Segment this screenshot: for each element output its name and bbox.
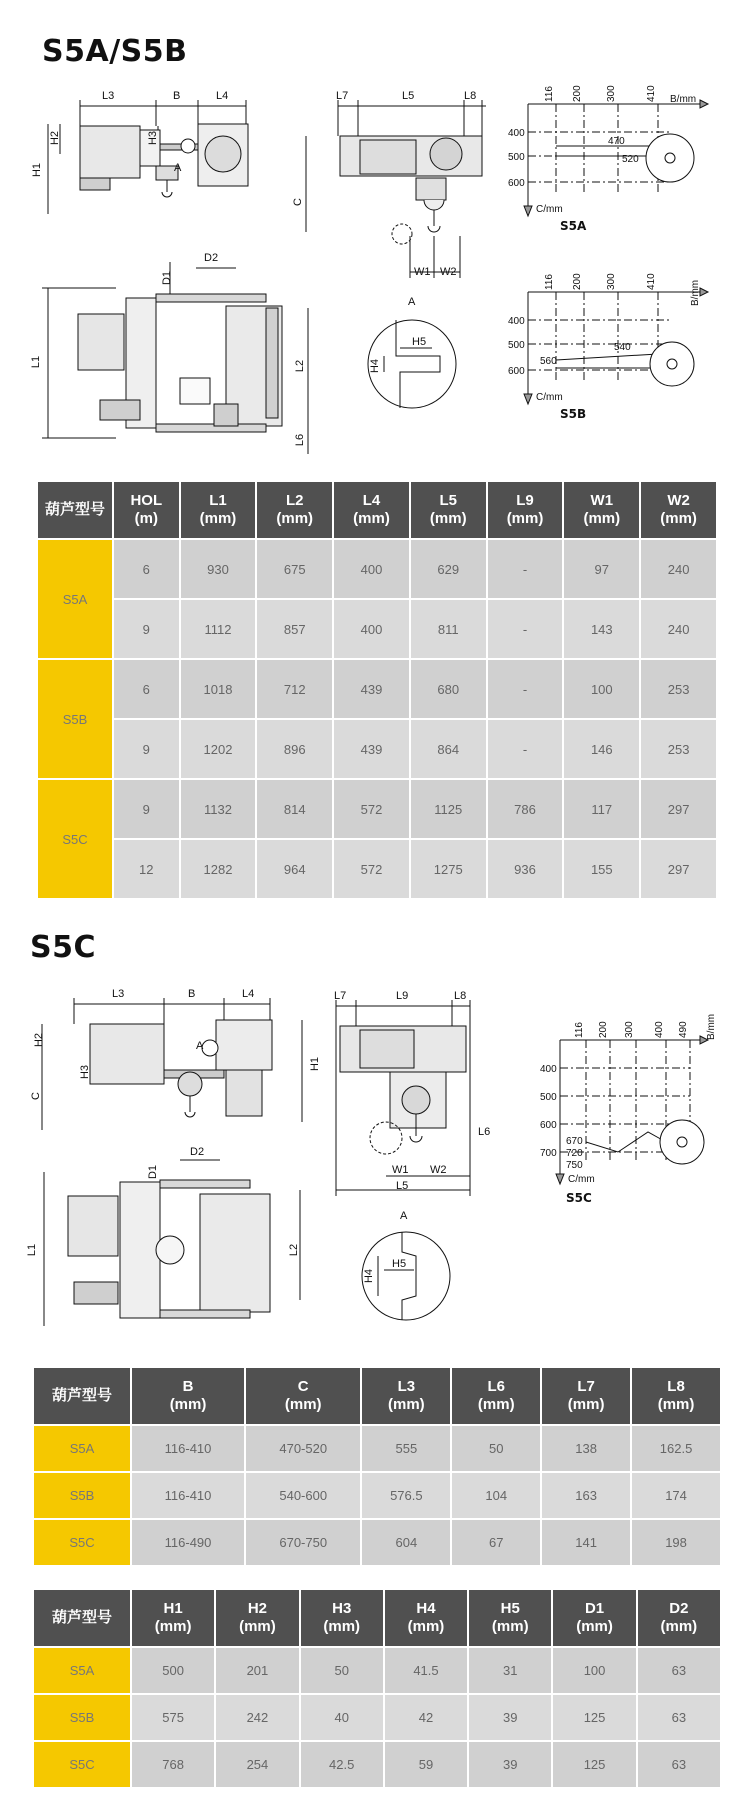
table-cell: 141 <box>542 1520 630 1565</box>
range-chart-s5c <box>510 996 720 1206</box>
s5c-value-670: 670 <box>566 1136 583 1147</box>
table-cell: 629 <box>411 540 486 598</box>
table-cell: 1275 <box>411 840 486 898</box>
t2-header-l7: L7 (mm) <box>542 1368 630 1424</box>
side-label-h3: H3 <box>147 130 160 146</box>
table-cell: 163 <box>542 1473 630 1518</box>
t2-header-b: B (mm) <box>132 1368 244 1424</box>
section-title-s5a-s5b: S5A/S5B <box>42 34 188 69</box>
s5c-top-label-l2: L2 <box>288 1243 301 1257</box>
front-label-l8: L8 <box>464 90 477 102</box>
table-cell: 253 <box>641 660 716 718</box>
s5c-value-750: 750 <box>566 1160 583 1171</box>
table-cell: 572 <box>334 840 409 898</box>
s5c-side-label-h3: H3 <box>79 1064 92 1080</box>
hoist-side-view-drawing <box>31 90 326 232</box>
s5b-value-540: 540 <box>614 342 631 353</box>
table-cell: 117 <box>564 780 639 838</box>
table-row <box>34 1520 720 1565</box>
s5a-xtick-300: 300 <box>606 85 617 102</box>
s5c-detail-a-drawing <box>356 1210 456 1326</box>
s5a-value-520: 520 <box>622 154 639 165</box>
table-cell: 39 <box>469 1695 551 1740</box>
t3-model-s5b: S5B <box>34 1695 130 1740</box>
s5c-ytick-700: 700 <box>540 1148 557 1159</box>
table-cell: 297 <box>641 840 716 898</box>
t3-header-model: 葫芦型号 <box>34 1590 130 1646</box>
table-cell: 97 <box>564 540 639 598</box>
range-chart-s5a <box>508 85 710 240</box>
table-cell: 555 <box>362 1426 450 1471</box>
t1-model-s5c: S5C <box>38 780 112 898</box>
t1-model-s5b: S5B <box>38 660 112 778</box>
t3-header-h2: H2 (mm) <box>216 1590 298 1646</box>
table-cell: 857 <box>257 600 332 658</box>
s5c-top-view-drawing <box>26 1146 310 1330</box>
side-label-b: B <box>173 90 181 102</box>
table-row <box>38 780 716 838</box>
table-cell: 125 <box>553 1695 635 1740</box>
s5c-ytick-500: 500 <box>540 1092 557 1103</box>
s5c-side-label-b: B <box>188 988 196 1000</box>
t3-header-h4: H4 (mm) <box>385 1590 467 1646</box>
front-label-w2: W2 <box>440 266 457 278</box>
table-cell: 253 <box>641 720 716 778</box>
s5b-caption: S5B <box>560 407 587 421</box>
t2-model-s5c: S5C <box>34 1520 130 1565</box>
t1-header-hol: HOL (m) <box>114 482 179 538</box>
t1-header-w1: W1 (mm) <box>564 482 639 538</box>
table-row <box>34 1426 720 1471</box>
s5a-xtick-116: 116 <box>544 86 555 102</box>
t2-model-s5a: S5A <box>34 1426 130 1471</box>
table-cell: 104 <box>452 1473 540 1518</box>
s5c-front-label-w2: W2 <box>430 1164 447 1176</box>
t2-header-l3: L3 (mm) <box>362 1368 450 1424</box>
table-cell: 930 <box>181 540 256 598</box>
table-cell: 146 <box>564 720 639 778</box>
table-cell: 6 <box>114 660 179 718</box>
detail-label-a: A <box>408 296 416 308</box>
table-row <box>38 720 716 778</box>
s5c-value-720: 720 <box>566 1148 583 1159</box>
s5b-ytick-400: 400 <box>508 316 525 327</box>
side-label-l4: L4 <box>216 90 229 102</box>
table-cell: 9 <box>114 720 179 778</box>
table-cell: 198 <box>632 1520 720 1565</box>
table-cell: - <box>488 720 563 778</box>
detail-label-h5: H5 <box>412 336 427 348</box>
s5a-ytick-400: 400 <box>508 128 525 139</box>
s5c-side-label-h1: H1 <box>309 1056 322 1072</box>
table-cell: 9 <box>114 780 179 838</box>
table-cell: 576.5 <box>362 1473 450 1518</box>
s5a-ytick-500: 500 <box>508 152 525 163</box>
s5b-xtick-116: 116 <box>544 274 555 290</box>
t2-header-l6: L6 (mm) <box>452 1368 540 1424</box>
table-cell: 439 <box>334 660 409 718</box>
table-cell: 540-600 <box>246 1473 360 1518</box>
table-cell: 572 <box>334 780 409 838</box>
top-label-l2: L2 <box>294 359 307 373</box>
table-row <box>34 1695 720 1740</box>
s5c-detail-label-h5: H5 <box>392 1258 407 1270</box>
side-label-c: C <box>291 198 304 206</box>
table-cell: 143 <box>564 600 639 658</box>
table-cell: 63 <box>638 1648 720 1693</box>
table-cell: 138 <box>542 1426 630 1471</box>
table-cell: 6 <box>114 540 179 598</box>
s5c-yunit: C/mm <box>568 1174 595 1185</box>
t1-header-l5: L5 (mm) <box>411 482 486 538</box>
s5c-side-label-l4: L4 <box>242 988 255 1000</box>
table-cell: 1112 <box>181 600 256 658</box>
table-cell: 240 <box>641 600 716 658</box>
s5c-front-view-drawing <box>330 990 500 1196</box>
s5c-top-label-d1: D1 <box>147 1164 160 1180</box>
table-cell: 155 <box>564 840 639 898</box>
s5a-xunit: B/mm <box>670 94 697 105</box>
table-cell: 162.5 <box>632 1426 720 1471</box>
t1-header-model: 葫芦型号 <box>38 482 112 538</box>
s5b-ytick-600: 600 <box>508 366 525 377</box>
table-cell: 670-750 <box>246 1520 360 1565</box>
table-cell: 39 <box>469 1742 551 1787</box>
table-cell: 41.5 <box>385 1648 467 1693</box>
table-cell: 254 <box>216 1742 298 1787</box>
top-label-d2: D2 <box>204 252 219 264</box>
table-cell: 31 <box>469 1648 551 1693</box>
table-cell: 786 <box>488 780 563 838</box>
table-cell: 40 <box>301 1695 383 1740</box>
table-cell: 67 <box>452 1520 540 1565</box>
table-cell: 604 <box>362 1520 450 1565</box>
s5a-xtick-200: 200 <box>572 85 583 102</box>
table-row <box>38 840 716 898</box>
t3-header-h1: H1 (mm) <box>132 1590 214 1646</box>
front-label-w1: W1 <box>414 266 431 278</box>
side-label-a: A <box>174 162 182 174</box>
s5c-detail-label-a: A <box>400 1210 408 1222</box>
table-cell: 400 <box>334 600 409 658</box>
s5a-value-470: 470 <box>608 136 625 147</box>
spec-table-bcl <box>32 1366 722 1567</box>
s5a-caption: S5A <box>560 219 587 233</box>
s5c-side-label-a: A <box>196 1040 204 1052</box>
t3-header-h3: H3 (mm) <box>301 1590 383 1646</box>
t1-header-l9: L9 (mm) <box>488 482 563 538</box>
s5b-ytick-500: 500 <box>508 340 525 351</box>
detail-a-drawing <box>362 296 462 412</box>
table-cell: 12 <box>114 840 179 898</box>
table-cell: 1125 <box>411 780 486 838</box>
s5c-xtick-116: 116 <box>574 1022 585 1038</box>
s5b-xtick-410: 410 <box>646 273 657 290</box>
t2-model-s5b: S5B <box>34 1473 130 1518</box>
range-chart-s5b <box>508 273 710 428</box>
table-cell: 936 <box>488 840 563 898</box>
s5c-xtick-400: 400 <box>654 1021 665 1038</box>
table-cell: - <box>488 660 563 718</box>
table-cell: 439 <box>334 720 409 778</box>
table-cell: 240 <box>641 540 716 598</box>
s5c-ytick-600: 600 <box>540 1120 557 1131</box>
s5c-xunit: B/mm <box>706 1013 717 1040</box>
table-cell: 811 <box>411 600 486 658</box>
table-row <box>38 540 716 598</box>
s5c-xtick-200: 200 <box>598 1021 609 1038</box>
s5c-side-view-drawing <box>29 988 322 1140</box>
table-cell: 59 <box>385 1742 467 1787</box>
table-cell: 1018 <box>181 660 256 718</box>
table-cell: 50 <box>452 1426 540 1471</box>
s5a-yunit: C/mm <box>536 204 563 215</box>
t2-header-c: C (mm) <box>246 1368 360 1424</box>
t1-header-l2: L2 (mm) <box>257 482 332 538</box>
t3-model-s5a: S5A <box>34 1648 130 1693</box>
s5c-top-label-d2: D2 <box>190 1146 205 1158</box>
table-row <box>38 600 716 658</box>
table-cell: 500 <box>132 1648 214 1693</box>
s5c-front-label-l9: L9 <box>396 990 409 1002</box>
s5c-front-label-l6: L6 <box>478 1126 491 1138</box>
table-cell: 864 <box>411 720 486 778</box>
t3-header-d1: D1 (mm) <box>553 1590 635 1646</box>
table-cell: 42 <box>385 1695 467 1740</box>
table-row <box>34 1473 720 1518</box>
s5b-xtick-300: 300 <box>606 273 617 290</box>
s5a-ytick-600: 600 <box>508 178 525 189</box>
spec-table-heights <box>32 1588 722 1789</box>
detail-label-h4: H4 <box>369 358 382 374</box>
side-label-h2: H2 <box>49 130 62 146</box>
table-cell: 470-520 <box>246 1426 360 1471</box>
s5c-front-label-l8: L8 <box>454 990 467 1002</box>
table-row <box>34 1648 720 1693</box>
hoist-front-view-drawing <box>336 90 486 286</box>
hoist-top-view-drawing <box>30 252 326 454</box>
table-cell: 125 <box>553 1742 635 1787</box>
table-cell: - <box>488 540 563 598</box>
s5c-side-label-h2: H2 <box>33 1032 46 1048</box>
table-cell: 680 <box>411 660 486 718</box>
s5c-xtick-300: 300 <box>624 1021 635 1038</box>
table-cell: 201 <box>216 1648 298 1693</box>
side-label-h1: H1 <box>31 162 44 178</box>
s5b-xtick-200: 200 <box>572 273 583 290</box>
t3-header-d2: D2 (mm) <box>638 1590 720 1646</box>
table-cell: - <box>488 600 563 658</box>
front-label-l5: L5 <box>402 90 415 102</box>
table-row <box>38 660 716 718</box>
s5c-xtick-490: 490 <box>678 1021 689 1038</box>
table-cell: 242 <box>216 1695 298 1740</box>
table-row <box>34 1742 720 1787</box>
table-cell: 814 <box>257 780 332 838</box>
table-cell: 1282 <box>181 840 256 898</box>
s5c-front-label-l5: L5 <box>396 1180 409 1192</box>
s5c-ytick-400: 400 <box>540 1064 557 1075</box>
table-cell: 964 <box>257 840 332 898</box>
table-cell: 575 <box>132 1695 214 1740</box>
table-cell: 100 <box>553 1648 635 1693</box>
t1-header-l1: L1 (mm) <box>181 482 256 538</box>
s5c-detail-label-h4: H4 <box>363 1268 376 1284</box>
table-cell: 768 <box>132 1742 214 1787</box>
top-label-l1: L1 <box>30 355 43 369</box>
s5b-xunit: B/mm <box>690 279 701 306</box>
s5c-front-label-l7: L7 <box>334 990 347 1002</box>
s5b-value-560: 560 <box>540 356 557 367</box>
table-cell: 1202 <box>181 720 256 778</box>
s5a-xtick-410: 410 <box>646 85 657 102</box>
table-cell: 675 <box>257 540 332 598</box>
table-cell: 63 <box>638 1695 720 1740</box>
t1-header-w2: W2 (mm) <box>641 482 716 538</box>
t2-header-model: 葫芦型号 <box>34 1368 130 1424</box>
table-cell: 50 <box>301 1648 383 1693</box>
table-cell: 63 <box>638 1742 720 1787</box>
table-cell: 116-410 <box>132 1426 244 1471</box>
s5c-front-label-w1: W1 <box>392 1164 409 1176</box>
table-cell: 116-490 <box>132 1520 244 1565</box>
table-cell: 9 <box>114 600 179 658</box>
table-cell: 896 <box>257 720 332 778</box>
table-cell: 116-410 <box>132 1473 244 1518</box>
s5b-yunit: C/mm <box>536 392 563 403</box>
side-label-l3: L3 <box>102 90 115 102</box>
t1-model-s5a: S5A <box>38 540 112 658</box>
table-cell: 42.5 <box>301 1742 383 1787</box>
t1-header-l4: L4 (mm) <box>334 482 409 538</box>
front-label-l7: L7 <box>336 90 349 102</box>
top-label-l6: L6 <box>294 433 307 447</box>
t3-model-s5c: S5C <box>34 1742 130 1787</box>
table-cell: 297 <box>641 780 716 838</box>
spec-table-lengths <box>36 480 718 900</box>
section-title-s5c: S5C <box>30 930 96 965</box>
s5c-top-label-l1: L1 <box>26 1243 39 1257</box>
table-cell: 174 <box>632 1473 720 1518</box>
s5c-side-label-l3: L3 <box>112 988 125 1000</box>
s5c-side-label-c: C <box>29 1092 42 1100</box>
t3-header-h5: H5 (mm) <box>469 1590 551 1646</box>
table-cell: 712 <box>257 660 332 718</box>
table-cell: 400 <box>334 540 409 598</box>
s5c-caption: S5C <box>566 1191 592 1205</box>
t2-header-l8: L8 (mm) <box>632 1368 720 1424</box>
table-cell: 1132 <box>181 780 256 838</box>
table-cell: 100 <box>564 660 639 718</box>
top-label-d1: D1 <box>161 270 174 286</box>
